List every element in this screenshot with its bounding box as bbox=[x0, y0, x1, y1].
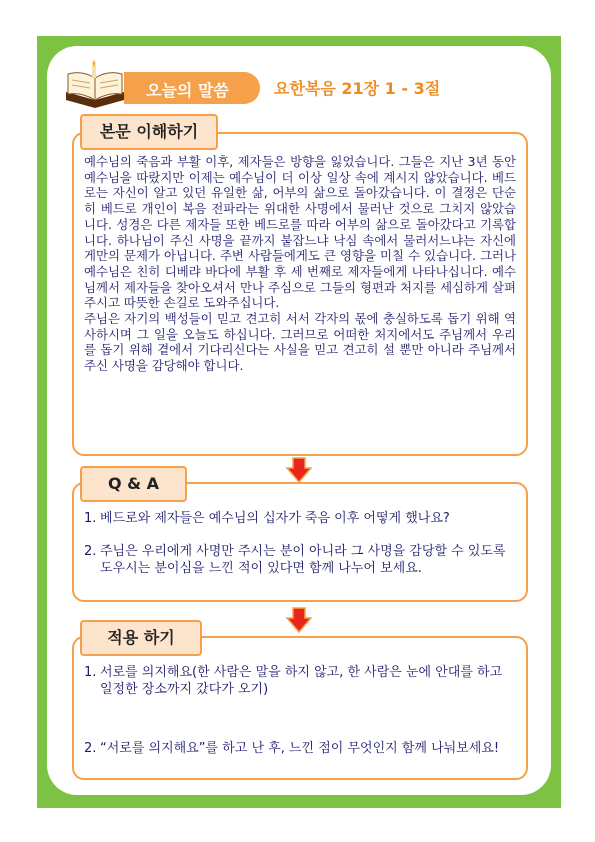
open-bible-icon bbox=[62, 60, 128, 110]
question-number: 1. bbox=[84, 511, 97, 526]
application-box bbox=[72, 636, 528, 780]
question-text: 베드로와 제자들은 예수님의 십자가 죽음 이후 어떻게 했나요? bbox=[100, 511, 450, 526]
question-number: 2. bbox=[84, 544, 97, 559]
todays-word-label: 오늘의 말씀 bbox=[146, 81, 229, 100]
question-item bbox=[84, 543, 514, 577]
paragraph: 예수님의 죽음과 부활 이후, 제자들은 방향을 잃었습니다. 그들은 지난 3년 동안 예수님을 따랐지만 이제는 예수님이 더 이상 일상 속에 계시지 않았습니다. 베드로는 자신이 알고 있던 유일한 삶, 어부의 삶으로 돌아갔습니다. 이 결정은 단순히 베드로 개인이 복음 전파라는 위대한 사명에서 물러난 것으로 그치지 않았습니다. 성경은 다른 제자들 또한 베드로를 따라 어부의 삶으로 돌아갔다고 기록합니다. 하나님이 주신 사명을 끝까지 붙잡느냐 낙심 속에서 물러서느냐는 자신에게만의 문제가 아닙니다. 주변 사람들에게도 큰 영향을 미칠 수 있습니다. 그러나 예수님은 친히 디베랴 바다에 부활 후 세 번째로 제자들에게 나타나십니다. 예수님께서 제자들을 찾아오셔서 만나 주심으로 그들의 형편과 처지를 세심하게 살펴주시고 따뜻한 손길로 도와주십니다. bbox=[84, 154, 516, 311]
text-understanding-tag: 본문 이해하기 bbox=[80, 114, 218, 150]
application-tag: 적용 하기 bbox=[80, 620, 202, 656]
application-item bbox=[84, 664, 504, 698]
application-text: “서로를 의지해요”를 하고 난 후, 느낀 점이 무엇인지 함께 나눠보세요! bbox=[100, 741, 500, 756]
todays-word-badge bbox=[124, 72, 260, 104]
down-arrow-icon bbox=[285, 456, 313, 484]
passage-explanation bbox=[84, 154, 516, 374]
application-text: 서로를 의지해요(한 사람은 말을 하지 않고, 한 사람은 눈에 안대를 하고 일정한 장소까지 갔다가 오기) bbox=[100, 665, 503, 697]
application-item bbox=[84, 740, 504, 757]
paragraph: 주님은 자기의 백성들이 믿고 견고히 서서 각자의 몫에 충실하도록 돕기 위해 역사하시며 그 일을 오늘도 하십니다. 그러므로 어떠한 처지에서도 주님께서 우리를 돕기 위해 곁에서 기다리신다는 사실을 믿고 견고히 설 뿐만 아니라 주님께서 주신 사명을 감당해야 합니다. bbox=[84, 311, 516, 374]
question-text: 주님은 우리에게 사명만 주시는 분이 아니라 그 사명을 감당할 수 있도록 도우시는 분이심을 느낀 적이 있다면 함께 나누어 보세요. bbox=[100, 544, 506, 576]
qa-tag: Q & A bbox=[80, 466, 187, 502]
application-number: 1. bbox=[84, 665, 97, 680]
down-arrow-icon bbox=[285, 606, 313, 634]
question-item bbox=[84, 510, 514, 527]
verse-reference: 요한복음 21장 1 - 3절 bbox=[274, 79, 441, 98]
application-number: 2. bbox=[84, 741, 97, 756]
